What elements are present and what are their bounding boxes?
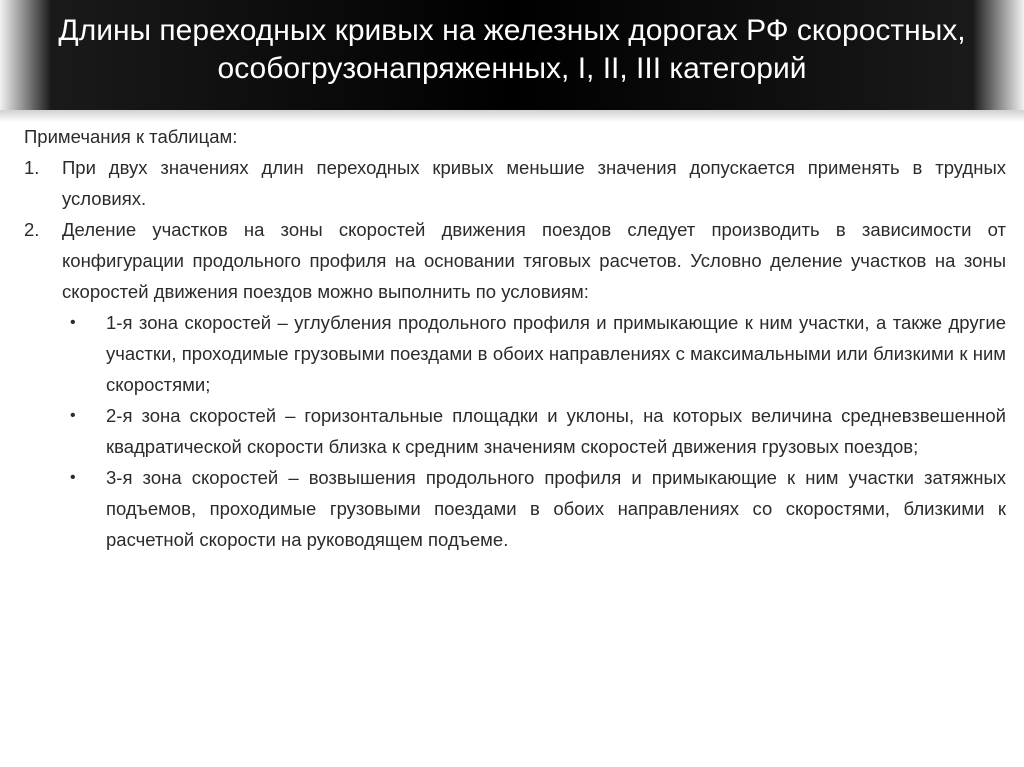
slide-title: Длины переходных кривых на железных дорогах РФ скоростных, особогрузонапряженных, I, II, III категорий bbox=[58, 14, 966, 85]
note-item-1 bbox=[24, 152, 1006, 214]
bullet-icon: • bbox=[70, 407, 76, 424]
speed-zone-item-2 bbox=[62, 400, 1006, 462]
notes-list bbox=[24, 152, 1006, 307]
speed-zone-text-2: 2-я зона скоростей – горизонтальные площадки и уклоны, на которых величина средневзвешенной квадратической скорости близка к средним значениям скоростей движения грузовых поездов; bbox=[106, 405, 1006, 457]
note-number-1: 1. bbox=[24, 157, 40, 178]
speed-zone-text-3: 3-я зона скоростей – возвышения продольного профиля и примыкающие к ним участки затяжных подъемов, проходимые грузовыми поездами в обоих направлениях со скоростями, близкими к расчетной скорости на руководящем подъеме. bbox=[106, 467, 1006, 550]
bullet-icon: • bbox=[70, 469, 76, 486]
note-text-1: При двух значениях длин переходных кривых меньшие значения допускается применять в трудных условиях. bbox=[62, 157, 1006, 209]
note-number-2: 2. bbox=[24, 219, 40, 240]
notes-content bbox=[24, 121, 1006, 555]
bullet-icon: • bbox=[70, 314, 76, 331]
speed-zone-item-3 bbox=[62, 462, 1006, 555]
note-text-2: Деление участков на зоны скоростей движения поездов следует производить в зависимости от конфигурации продольного профиля на основании тяговых расчетов. Условно деление участков на зоны скоростей движения поездов можно выполнить по условиям: bbox=[62, 219, 1006, 302]
speed-zone-text-1: 1-я зона скоростей – углубления продольного профиля и примыкающие к ним участки, а также другие участки, проходимые грузовыми поездами в обоих направлениях с максимальными или близкими к ним скоростями; bbox=[106, 312, 1006, 395]
note-item-2 bbox=[24, 214, 1006, 307]
notes-heading: Примечания к таблицам: bbox=[24, 126, 238, 147]
speed-zone-list bbox=[24, 307, 1006, 555]
title-band bbox=[0, 0, 1024, 110]
speed-zone-item-1 bbox=[62, 307, 1006, 400]
